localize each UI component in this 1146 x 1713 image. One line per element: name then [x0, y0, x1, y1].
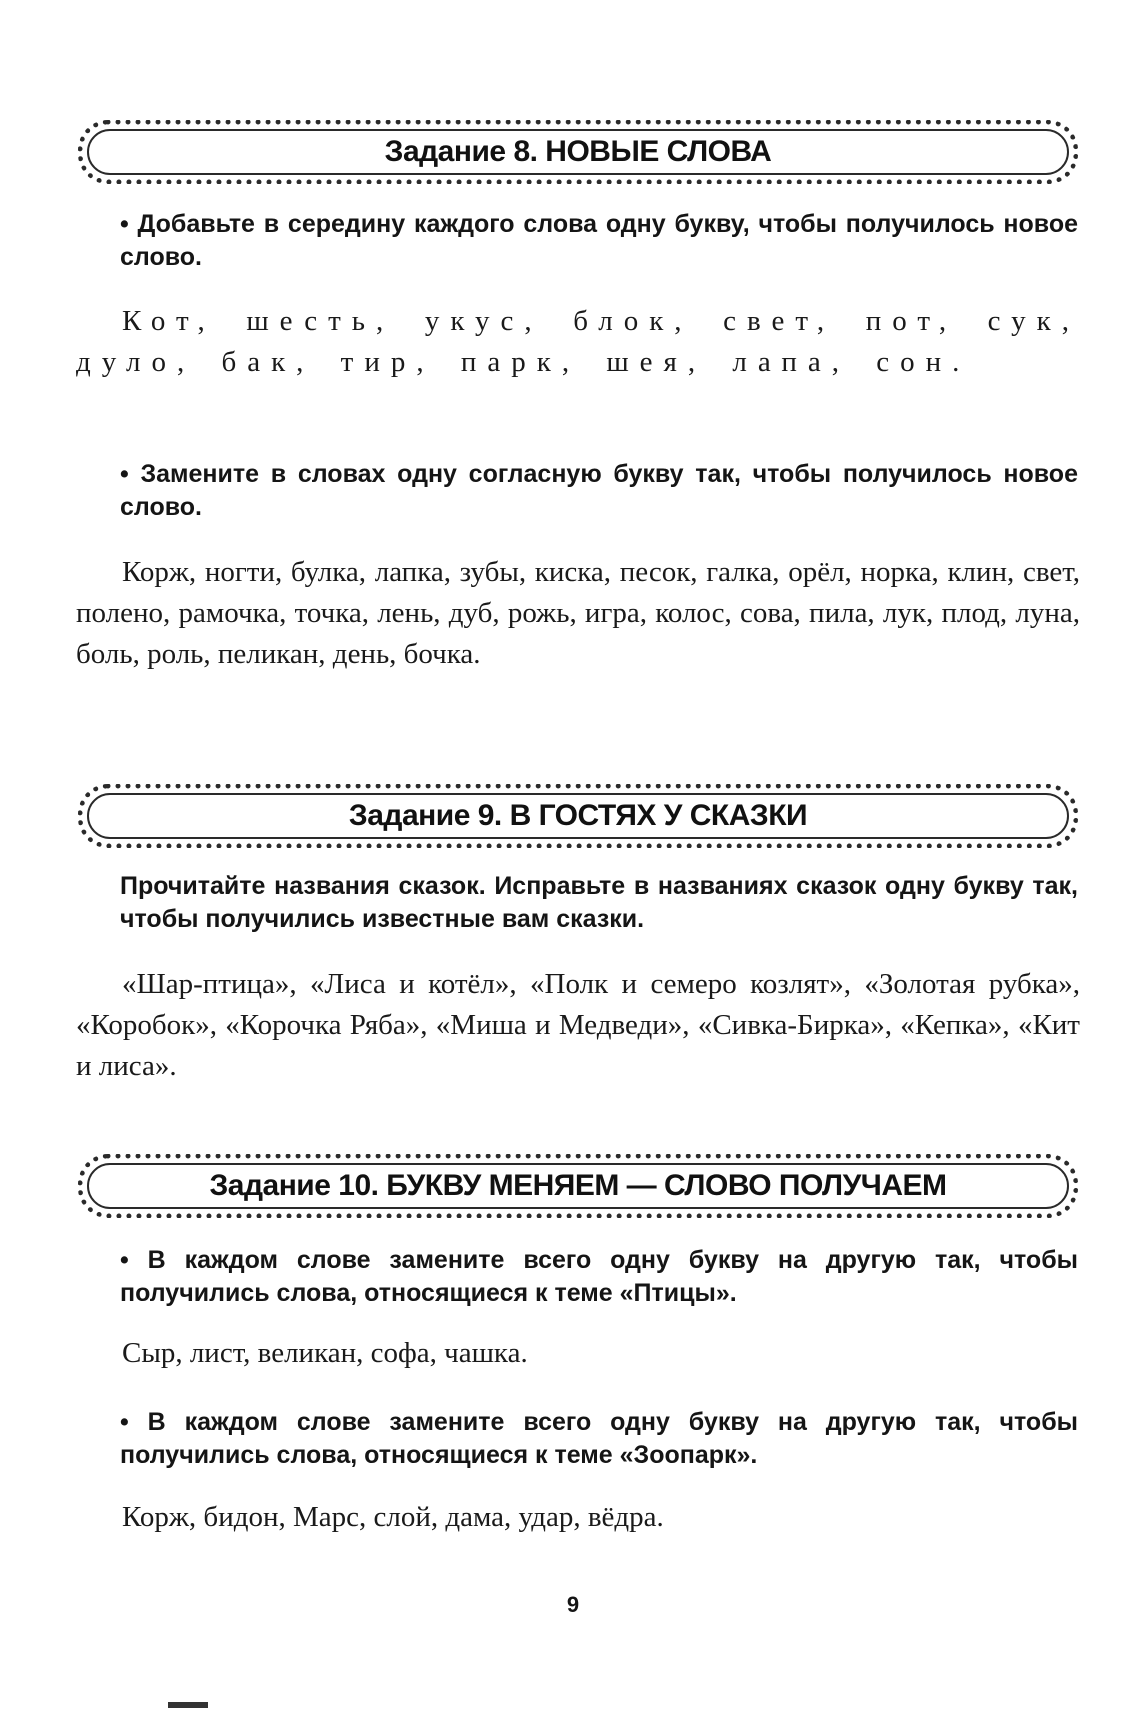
- task8-words2: Корж, ногти, булка, лапка, зубы, киска, песок, галка, орёл, норка, клин, свет, полено, рамочка, точка, лень, дуб, рожь, игра, колос, сова, пила, лук, плод, луна, боль, роль, пеликан, день, бочка.: [76, 556, 1080, 670]
- task10-banner: [78, 1154, 1078, 1218]
- task8-instruction2: • Замените в словах одну согласную букву так, чтобы получилось новое слово.: [120, 460, 1078, 521]
- task9-instruction: Прочитайте названия сказок. Исправьте в названиях сказок одну букву так, чтобы получились известные вам сказки.: [120, 872, 1078, 933]
- bottom-edge-mark: [168, 1702, 208, 1708]
- task8-words1: Кот, шесть, укус, блок, свет, пот, сук, дуло, бак, тир, парк, шея, лапа, сон.: [76, 305, 1080, 378]
- task10-instruction2: • В каждом слове замените всего одну букву на другую так, чтобы получились слова, относящиеся к теме «Зоопарк».: [120, 1408, 1078, 1469]
- task9-words: «Шар-птица», «Лиса и котёл», «Полк и семеро козлят», «Золотая рубка», «Коробок», «Корочка Ряба», «Миша и Медведи», «Сивка-Бирка», «Кепка», «Кит и лиса».: [76, 968, 1080, 1082]
- task10-words1: Сыр, лист, великан, софа, чашка.: [122, 1337, 528, 1369]
- task9-title: Задание 9. В ГОСТЯХ У СКАЗКИ: [348, 799, 808, 832]
- task8-banner: [78, 120, 1078, 184]
- task10-title: Задание 10. БУКВУ МЕНЯЕМ — СЛОВО ПОЛУЧАЕМ: [209, 1169, 947, 1202]
- task8-instruction1: • Добавьте в середину каждого слова одну букву, чтобы получилось новое слово.: [120, 210, 1078, 271]
- task10-instruction1: • В каждом слове замените всего одну букву на другую так, чтобы получились слова, относящиеся к теме «Птицы».: [120, 1246, 1078, 1307]
- task10-words2: Корж, бидон, Марс, слой, дама, удар, вёдра.: [122, 1501, 664, 1533]
- task9-banner: [78, 784, 1078, 848]
- task8-title: Задание 8. НОВЫЕ СЛОВА: [384, 135, 772, 168]
- page-number: 9: [566, 1592, 580, 1617]
